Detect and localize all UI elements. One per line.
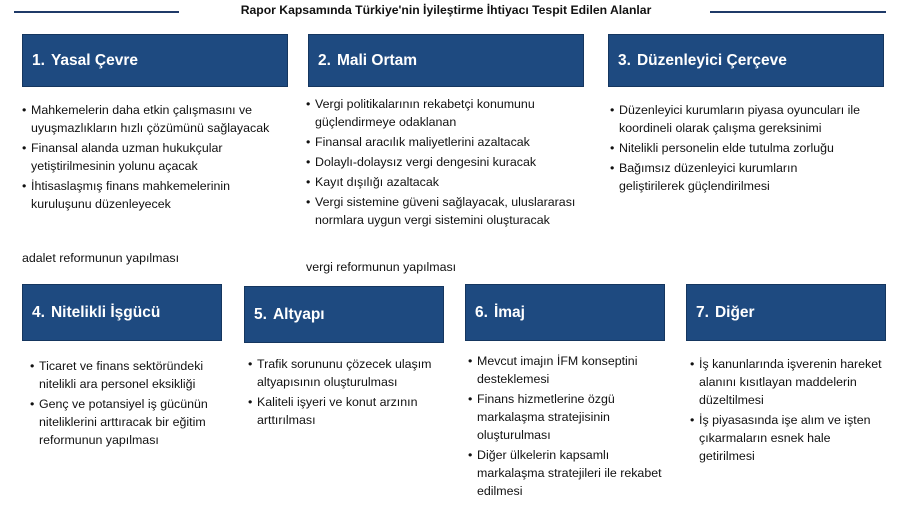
list-item: • Kaliteli işyeri ve konut arzının arttırılması [248, 393, 444, 429]
area-number: 1. [32, 51, 45, 69]
area-items-infrastructure [248, 355, 444, 431]
list-item: • Bağımsız düzenleyici kurumların geliştirilerek güçlendirilmesi [610, 159, 866, 195]
area-box-image [465, 284, 665, 341]
list-item: • Mevcut imajın İFM konseptini desteklemesi [468, 352, 664, 388]
area-title: Diğer [714, 303, 755, 321]
diagram-title: Rapor Kapsamında Türkiye'nin İyileştirme İhtiyacı Tespit Edilen Alanlar [240, 3, 652, 17]
area-tail-fiscal: vergi reformunun yapılması [306, 260, 457, 274]
list-item: • Finans hizmetlerine özgü markalaşma stratejisinin oluşturulması [468, 390, 664, 444]
area-items-fiscal [306, 95, 604, 231]
list-item: • Nitelikli personelin elde tutulma zorluğu [610, 139, 866, 157]
area-number: 7. [696, 303, 709, 321]
list-item: • Finansal aracılık maliyetlerini azaltacak [306, 133, 604, 151]
list-item: • İş kanunlarında işverenin hareket alanını kısıtlayan maddelerin düzeltilmesi [690, 355, 882, 409]
area-items-image [468, 352, 664, 502]
area-title: Mali Ortam [336, 51, 418, 69]
area-title: Yasal Çevre [50, 51, 138, 69]
area-items-regulatory [610, 101, 866, 197]
area-number: 6. [475, 303, 488, 321]
area-title: İmaj [493, 303, 525, 321]
area-title: Nitelikli İşgücü [50, 303, 161, 321]
area-items-legal [22, 101, 292, 215]
area-title: Düzenleyici Çerçeve [636, 51, 787, 69]
title-rule-left [14, 11, 179, 13]
list-item: • Genç ve potansiyel iş gücünün niteliklerini arttıracak bir eğitim reformunun yapılması [30, 395, 218, 449]
list-item: • Diğer ülkelerin kapsamlı markalaşma stratejileri ile rekabet edilmesi [468, 446, 664, 500]
area-number: 4. [32, 303, 45, 321]
area-number: 3. [618, 51, 631, 69]
area-box-fiscal [308, 34, 584, 87]
list-item: • Mahkemelerin daha etkin çalışmasını ve uyuşmazlıkların hızlı çözümünü sağlayacak [22, 101, 292, 137]
list-item: • Vergi politikalarının rekabetçi konumunu güçlendirmeye odaklanan [306, 95, 604, 131]
list-item: • İhtisaslaşmış finans mahkemelerinin kuruluşunu düzenleyecek [22, 177, 292, 213]
area-box-infrastructure [244, 286, 444, 343]
list-item: • Trafik sorununu çözecek ulaşım altyapısının oluşturulması [248, 355, 444, 391]
area-tail-legal: adalet reformunun yapılması [22, 251, 180, 265]
list-item: • Finansal alanda uzman hukukçular yetiştirilmesinin yolunu açacak [22, 139, 292, 175]
area-box-other [686, 284, 886, 341]
area-box-legal [22, 34, 288, 87]
list-item: • Düzenleyici kurumların piyasa oyuncuları ile koordineli olarak çalışma gereksinimi [610, 101, 866, 137]
area-box-regulatory [608, 34, 884, 87]
area-number: 2. [318, 51, 331, 69]
list-item: • Ticaret ve finans sektöründeki nitelikli ara personel eksikliği [30, 357, 218, 393]
area-number: 5. [254, 305, 267, 323]
area-title: Altyapı [272, 305, 325, 323]
area-items-workforce [30, 357, 218, 451]
title-rule-right [710, 11, 886, 13]
list-item: • Vergi sistemine güveni sağlayacak, uluslararası normlara uygun vergi sistemini oluşturacak [306, 193, 604, 229]
list-item: • Dolaylı-dolaysız vergi dengesini kuracak [306, 153, 604, 171]
list-item: • İş piyasasında işe alım ve işten çıkarmaların esnek hale getirilmesi [690, 411, 882, 465]
area-box-workforce [22, 284, 222, 341]
area-items-other [690, 355, 882, 467]
list-item: • Kayıt dışılığı azaltacak [306, 173, 604, 191]
title-row [14, 0, 886, 22]
